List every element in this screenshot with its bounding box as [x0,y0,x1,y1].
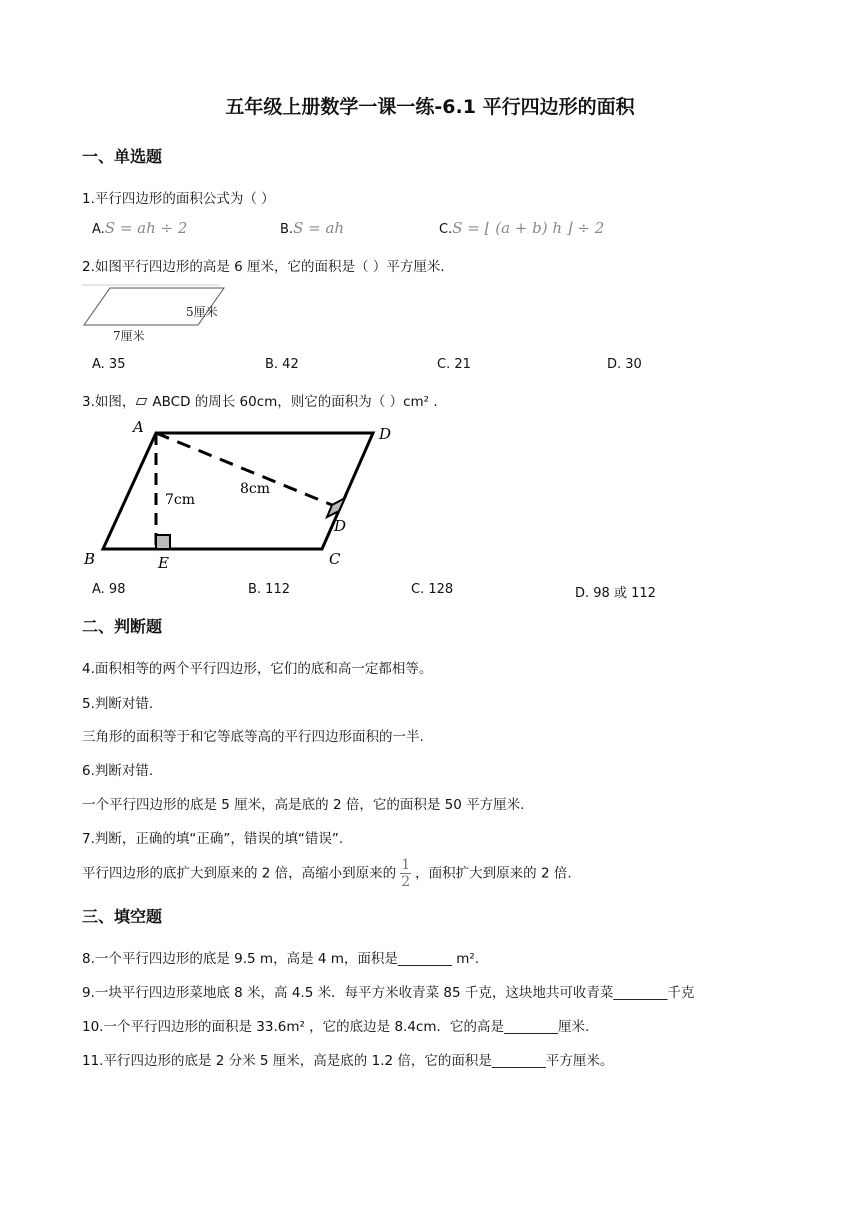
question-11: 11.平行四边形的底是 2 分米 5 厘米，高是底的 1.2 倍，它的面积是________平方厘米。 [82,1053,614,1069]
option-label: A. [92,222,105,237]
q2-option-b: B. 42 [265,357,299,372]
small-parallelogram-icon [136,398,148,405]
option-label: C. [439,222,453,237]
q2-option-d: D. 30 [607,357,642,372]
q3-option-a: A. 98 [92,582,126,597]
parallelogram-abcd [103,433,373,549]
foot-e-label: E [158,554,169,572]
question-5-statement: 三角形的面积等于和它等底等高的平行四边形面积的一半. [82,729,424,745]
fraction-denominator: 2 [401,874,411,890]
q7-text-post: ，面积扩大到原来的 2 倍. [415,865,572,882]
right-angle-e [156,535,170,549]
fraction-numerator: 1 [401,857,411,873]
section-heading-fill-blank: 三、填空题 [82,907,163,926]
question-10: 10.一个平行四边形的面积是 33.6m² ，它的底边是 8.4cm．它的高是________厘米. [82,1019,590,1035]
fraction-one-half [400,858,411,889]
question-1: 1.平行四边形的面积公式为（ ） [82,191,275,207]
question-7-statement [82,858,572,889]
q1-option-b [280,219,344,237]
question-6-statement: 一个平行四边形的底是 5 厘米，高是底的 2 倍，它的面积是 50 平方厘米. [82,797,525,813]
q3-text-pre: 3.如图， [82,394,136,410]
q3-option-b: B. 112 [248,582,290,597]
q3-option-c: C. 128 [411,582,454,597]
height-8cm-label: 8cm [240,481,271,497]
side-label: 5厘米 [186,305,218,319]
question-3 [82,390,438,410]
q2-parallelogram-figure [80,282,230,346]
q7-text-pre: 平行四边形的底扩大到原来的 2 倍，高缩小到原来的 [82,865,397,882]
q2-option-c: C. 21 [437,357,471,372]
section-heading-single-choice: 一、单选题 [82,147,163,166]
question-5-title: 5.判断对错. [82,696,154,712]
question-2: 2.如图平行四边形的高是 6 厘米，它的面积是（ ）平方厘米. [82,259,445,275]
question-4: 4.面积相等的两个平行四边形，它们的底和高一定都相等。 [82,661,433,677]
page-title: 五年级上册数学一课一练-6.1 平行四边形的面积 [225,96,635,118]
q3-parallelogram-figure [80,418,410,576]
vertex-b-label: B [84,550,96,568]
height-7cm-label: 7cm [165,492,196,508]
q3-text-post: ABCD 的周长 60cm，则它的面积为（ ）cm² . [152,394,438,410]
q2-option-a: A. 35 [92,357,126,372]
q1-option-c [439,219,604,237]
question-6-title: 6.判断对错. [82,763,154,779]
q1-option-a [92,219,187,237]
section-heading-judgement: 二、判断题 [82,617,163,636]
vertex-a-label: A [133,418,144,436]
question-8: 8.一个平行四边形的底是 9.5 m，高是 4 m，面积是________ m². [82,951,480,967]
question-7-title: 7.判断，正确的填“正确”，错误的填“错误”. [82,831,344,847]
vertex-c-label: C [329,550,341,568]
q3-option-d: D. 98 或 112 [575,586,656,601]
base-label: 7厘米 [113,329,145,343]
option-label: B. [280,222,294,237]
formula: S = ⌊ (a + b) h ⌋ ÷ 2 [452,219,605,237]
formula: S = ah ÷ 2 [104,219,188,237]
question-9: 9.一块平行四边形菜地底 8 米，高 4.5 米．每平方米收青菜 85 千克，这块地共可收青菜________千克 [82,985,695,1001]
foot-d-label: D [334,517,347,535]
vertex-d-label: D [379,425,392,443]
formula: S = ah [293,219,345,237]
